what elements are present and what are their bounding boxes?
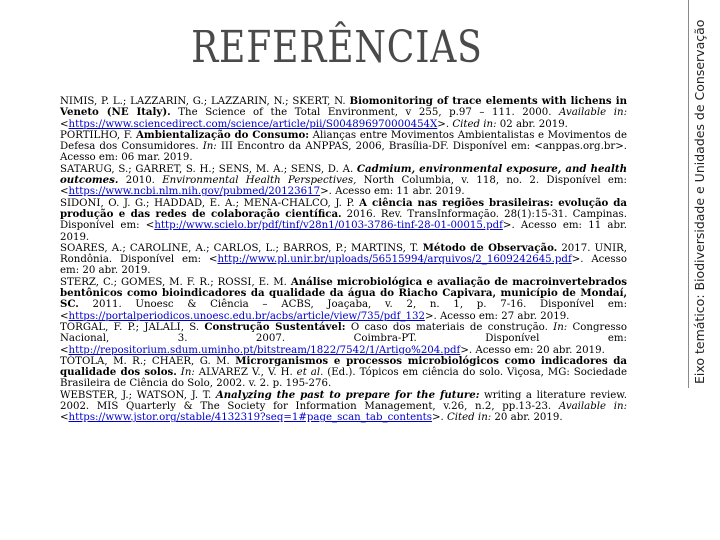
reference-note: Environmental Health Perspectives, [162,175,357,187]
reference-entry [60,243,627,277]
reference-cited: et al. [296,367,324,379]
reference-details: 2011. Unoesc & Ciência – ACBS, Joaçaba, v. 2, n. 1, p. 7-16. Disponível em: < [60,299,627,322]
reference-access: >. Acesso em: 11 abr. 2019. [60,220,628,243]
reference-details: The Science of the Total Environment, v 255, p.97 – 111. 2000. [170,107,560,119]
reference-details: 2016. Rev. TransInformação. 28(1):15-31. Campinas. Disponível em: < [60,208,627,232]
reference-details-cont: Congresso Nacional, 3. 2007. Coimbra-PT. Disponível em: < [60,321,627,356]
reference-access: >. Acesso em: 11 abr. 2019. [320,186,465,198]
reference-title: Biomonitoring of trace elements with lichens in Veneto (NE Italy). [60,95,627,119]
sidebar-theme-label: Eixo temático: Biodiversidade e Unidades de Conservação [692,19,707,384]
page-title: REFERÊNCIAS [191,22,483,73]
reference-authors: SATARUG, S.; GARRET, S. H.; SENS, M. A.; SENS, D. A. [60,163,357,175]
reference-details: 2017. UNIR, Rondônia. Disponível em: < [60,242,628,266]
reference-link[interactable]: http://www.scielo.br/pdf/tinf/v28n1/0103-3786-tinf-28-01-00015.pdf [154,220,503,232]
reference-link[interactable]: http://www.pl.unir.br/uploads/56515994/arquivos/2_1609242645.pdf [217,254,572,266]
reference-title: A ciência nas regiões brasileiras: evolução da produção e das redes de colaboração científica. [60,196,627,220]
reference-details-cont: North Columbia, v. 118, no. 2. Disponível em: < [60,175,627,198]
reference-access: >. [437,118,453,130]
reference-note: In: [553,321,568,333]
sidebar-strip [688,0,720,540]
reference-title: Analyzing the past to prepare for the future: [215,388,480,401]
reference-cited: Cited in: [452,118,497,130]
reference-link[interactable]: https://www.sciencedirect.com/science/article/pii/S004896970000454X [68,118,438,130]
reference-access: >. Acesso em: 20 abr. 2019. [60,254,627,277]
reference-details: 2010. [118,175,163,187]
reference-link[interactable]: https://www.ncbi.nlm.nih.gov/pubmed/20123617 [68,186,321,198]
reference-title: Construção Sustentável: [204,320,346,333]
reference-details-cont: III Encontro da ANPPAS, 2006, Brasília-DF. Disponível em: <anppas.org.br>. Acesso em: 06 mar. 2019. [60,141,627,164]
reference-end: (Ed.). Tópicos em ciência do solo. Viçosa, MG: Sociedade Brasileira de Ciência do Solo, 2002. v. 2. p. 195-276. [60,367,627,390]
reference-end: 20 abr. 2019. [491,412,563,424]
reference-note: Available in: [558,401,627,413]
reference-authors: TÓTOLA, M. R.; CHAER, G. M. [60,355,236,367]
reference-authors: SOARES, A.; CAROLINE, A.; CARLOS, L.; BARROS, P.; MARTINS, T. [60,242,423,254]
reference-details-cont: ALVAREZ V., V. H. [194,367,297,379]
reference-title: Microrganismos e processos microbiológicos como indicadores da qualidade dos solos. [60,354,627,379]
reference-details: O caso dos materiais de construção. [345,321,554,333]
reference-list [60,96,627,424]
reference-entry [60,198,627,243]
reference-note: In: [180,367,195,379]
reference-access: >. Acesso em: 20 abr. 2019. [460,344,605,356]
reference-entry [60,164,627,198]
reference-entry [60,322,627,356]
reference-title: Ambientalização do Consumo: [136,128,310,141]
reference-title: Método de Observação. [422,241,558,254]
reference-access: >. [431,412,447,424]
reference-entry [60,96,627,130]
reference-authors: SIDONI, O. J. G.; HADDAD, E. A.; MENA-CHALCO, J. P. [60,197,360,209]
reference-entry [60,130,627,164]
reference-cited: Cited in: [447,412,492,424]
reference-link[interactable]: https://www.jstor.org/stable/4132319?seq=1#page_scan_tab_contents [68,412,432,424]
reference-link[interactable]: https://portalperiodicos.unoesc.edu.br/acbs/article/view/735/pdf_132 [68,310,425,322]
reference-details: Alianças entre Movimentos Ambientalistas e Movimentos de Defesa dos Consumidores. [60,129,627,153]
reference-entry [60,356,627,390]
sidebar-divider [688,0,689,388]
reference-access: >. Acesso em: 27 abr. 2019. [424,310,570,322]
reference-authors: WEBSTER, J.; WATSON, J. T. [60,389,216,401]
reference-entry [60,277,627,322]
reference-authors: PORTILHO, F. [60,129,137,141]
reference-details: writing a literature review. 2002. MIS Quarterly & The Society for Information Management, v.26, n.2, pp.13-23. [60,389,627,413]
reference-note: In: [202,141,217,153]
reference-authors: STERZ, C.; GOMES, M. F. R.; ROSSI, E. M. [60,276,291,288]
reference-link[interactable]: http://repositorium.sdum.uminho.pt/bitstream/1822/7542/1/Artigo%204.pdf [68,344,461,356]
reference-authors: TORGAL, F. P.; JALALI, S. [60,321,205,333]
reference-authors: NIMIS, P. L.; LAZZARIN, G.; LAZZARIN, N.; SKERT, N. [60,96,350,107]
reference-details-cont: < [60,412,69,424]
reference-end: 02 abr. 2019. [496,118,568,130]
reference-entry [60,390,627,424]
reference-details-cont: < [60,118,69,130]
reference-note: Available in: [559,107,627,119]
reference-title: Cadmium, environmental exposure, and health outcomes. [60,162,628,187]
reference-title: Análise microbiológica e avaliação de macroinvertebrados bentônicos como bioindicadores da qualidade da água do Riacho Capivara, município de Mondaí, SC. [60,275,627,311]
